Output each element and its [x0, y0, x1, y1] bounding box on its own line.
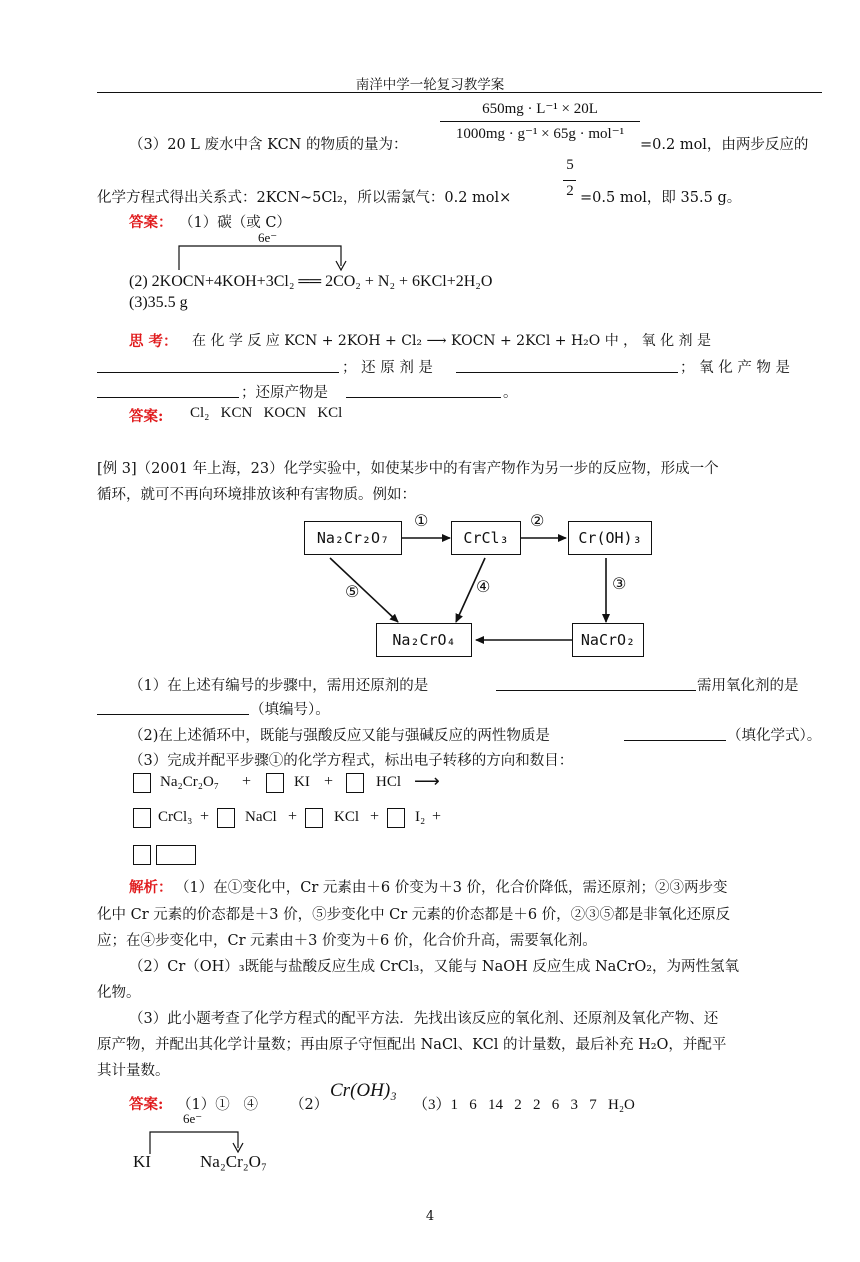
- analysis-p2-l2: 化物。: [97, 985, 141, 1001]
- think-line1: 在 化 学 反 应 KCN + 2KOH + Cl₂ ⟶ KOCN + 2KCl + H₂O 中 ， 氧 化 剂 是: [192, 333, 711, 349]
- blank-oxidant[interactable]: [97, 372, 339, 373]
- analysis-p1-l2: 化中 Cr 元素的价态都是＋3 价，⑤步变化中 Cr 元素的价态都是＋6 价，②③⑤都是非氧化还原反: [97, 907, 731, 923]
- answer2-na2cr2o7: Na₂Cr₂O₇: [200, 1152, 267, 1171]
- analysis-p2-l1: （2）Cr（OH）₃既能与盐酸反应生成 CrCl₃，又能与 NaOH 反应生成 NaCrO₂，为两性氢氧: [129, 959, 740, 975]
- p3-line2-text: 化学方程式得出关系式：2KCN~5Cl₂，所以需氯气：0.2 mol×: [97, 190, 512, 206]
- q1-text: （1）在上述有编号的步骤中，需用还原剂的是: [129, 678, 429, 694]
- page-number: 4: [425, 1209, 435, 1224]
- small-fraction-bar: [563, 180, 576, 181]
- blank-reduction-product[interactable]: [346, 397, 501, 398]
- box-na2cr2o7: Na₂Cr₂O₇: [304, 521, 402, 555]
- box-na2cro4: Na₂CrO₄: [376, 623, 472, 657]
- eq-plus-3: +: [200, 808, 210, 825]
- fraction-numerator: 650mg · L⁻¹ × 20L: [482, 101, 598, 117]
- analysis-p1-l3: 应；在④步变化中，Cr 元素由＋3 价变为＋6 价，化合价升高，需要氧化剂。: [97, 933, 597, 949]
- blank-oxidation-product[interactable]: [97, 397, 239, 398]
- answer2-part3: （3）1 6 14 2 2 6 3 7 H₂O: [413, 1097, 635, 1113]
- think-line2-b: ； 氧 化 产 物 是: [680, 360, 791, 376]
- eq-i2: I₂: [415, 809, 426, 825]
- eq-hcl: HCl: [376, 774, 402, 790]
- answer2-ki: KI: [133, 1152, 151, 1171]
- p3-line2-result: =0.5 mol，即 35.5 g。: [580, 190, 742, 206]
- eq-arrow: ⟶: [414, 771, 440, 791]
- eq-plus-2: +: [324, 773, 334, 790]
- coef-box-hcl[interactable]: [346, 773, 364, 793]
- blank-q2[interactable]: [624, 740, 726, 741]
- eq-plus-1: +: [242, 773, 252, 790]
- answer1-part1: （1）碳（或 C）: [179, 215, 291, 231]
- small-fraction-num: 5: [566, 157, 574, 173]
- answer1-label: 答案：: [129, 214, 173, 231]
- q1-text-c: （填编号）。: [250, 702, 330, 718]
- step-5-label: ⑤: [345, 582, 360, 601]
- electron-label-1: 6e⁻: [258, 230, 278, 245]
- coef-box-nacl[interactable]: [217, 808, 235, 828]
- coef-box-i2[interactable]: [387, 808, 405, 828]
- eq-na2cr2o7: Na₂Cr₂O₇: [160, 774, 220, 790]
- p3-line1-result: =0.2 mol，由两步反应的: [640, 137, 809, 153]
- think-answer-label: 答案:: [129, 408, 164, 425]
- example3-line1: [例 3]（2001 年上海，23）化学实验中，如使某步中的有害产物作为另一步的反应物，形成一个: [97, 461, 719, 477]
- coef-box-ki[interactable]: [266, 773, 284, 793]
- blank-q1-oxidant[interactable]: [97, 714, 249, 715]
- coef-box-crcl3[interactable]: [133, 808, 151, 828]
- q1-text-b: 需用氧化剂的是: [697, 678, 799, 694]
- analysis-p3-l3: 其计量数。: [97, 1063, 170, 1079]
- fraction-denominator: 1000mg · g⁻¹ × 65g · mol⁻¹: [455, 126, 625, 142]
- answer2-label: 答案:: [129, 1096, 164, 1113]
- answer1-part3: (3)35.5 g: [129, 294, 188, 311]
- answer2-part2-label: （2）: [290, 1097, 329, 1113]
- answer2-part2: Cr(OH)₃: [330, 1080, 397, 1101]
- think-answer: Cl₂ KCN KOCN KCl: [190, 405, 343, 421]
- fraction-bar: [440, 121, 640, 122]
- eq-ki: KI: [294, 774, 310, 790]
- analysis-p3-l2: 原产物，并配出其化学计量数；再由原子守恒配出 NaCl、KCl 的计量数，最后补充 H₂O，并配平: [97, 1037, 727, 1053]
- think-line2-a: ； 还 原 剂 是: [342, 360, 433, 376]
- eq-crcl3: CrCl₃: [158, 809, 193, 825]
- coef-box-extra[interactable]: [133, 845, 151, 865]
- coef-box-kcl[interactable]: [305, 808, 323, 828]
- analysis-label: 解析：: [129, 879, 173, 896]
- step-1-label: ①: [414, 511, 429, 530]
- coef-box-na2cr2o7[interactable]: [133, 773, 151, 793]
- eq-nacl: NaCl: [245, 809, 277, 825]
- header-rule: [97, 92, 822, 93]
- step-4-label: ④: [476, 577, 491, 596]
- answer1-equation: (2) 2KOCN+4KOH+3Cl₂ ══ 2CO₂ + N₂ + 6KCl+2H₂O: [129, 273, 493, 290]
- example3-line2: 循环，就可不再向环境排放该种有害物质。例如：: [97, 487, 416, 503]
- electron-label-2: 6e⁻: [183, 1111, 203, 1126]
- q2-text-b: （填化学式）。: [727, 728, 822, 744]
- q3-text: （3）完成并配平步骤①的化学方程式，标出电子转移的方向和数目：: [129, 753, 574, 769]
- eq-kcl: KCl: [334, 809, 360, 825]
- think-label: 思 考：: [129, 333, 178, 350]
- answer2-part1: （1）① ④: [177, 1097, 259, 1113]
- page-header: 南洋中学一轮复习教学案: [355, 77, 505, 93]
- small-fraction-den: 2: [566, 183, 574, 199]
- eq-plus-6: +: [432, 808, 442, 825]
- p3-line1-text: （3）20 L 废水中含 KCN 的物质的量为：: [129, 137, 408, 153]
- step-2-label: ②: [530, 511, 545, 530]
- eq-plus-4: +: [288, 808, 298, 825]
- product-box-extra[interactable]: [156, 845, 196, 865]
- eq-plus-5: +: [370, 808, 380, 825]
- box-nacro2: NaCrO₂: [572, 623, 644, 657]
- box-crcl3: CrCl₃: [451, 521, 521, 555]
- analysis-p1-l1: （1）在①变化中，Cr 元素由＋6 价变为＋3 价，化合价降低，需还原剂；②③两步变: [175, 880, 728, 896]
- blank-q1-reductant[interactable]: [496, 690, 696, 691]
- analysis-p3-l1: （3）此小题考查了化学方程式的配平方法．先找出该反应的氧化剂、还原剂及氧化产物、还: [129, 1011, 719, 1027]
- box-croh3: Cr(OH)₃: [568, 521, 652, 555]
- q2-text: （2)在上述循环中，既能与强酸反应又能与强碱反应的两性物质是: [129, 728, 550, 744]
- think-line3-b: 。: [503, 385, 518, 401]
- blank-reductant[interactable]: [456, 372, 678, 373]
- step-3-label: ③: [612, 574, 627, 593]
- think-line3-a: ；还原产物是: [241, 385, 328, 401]
